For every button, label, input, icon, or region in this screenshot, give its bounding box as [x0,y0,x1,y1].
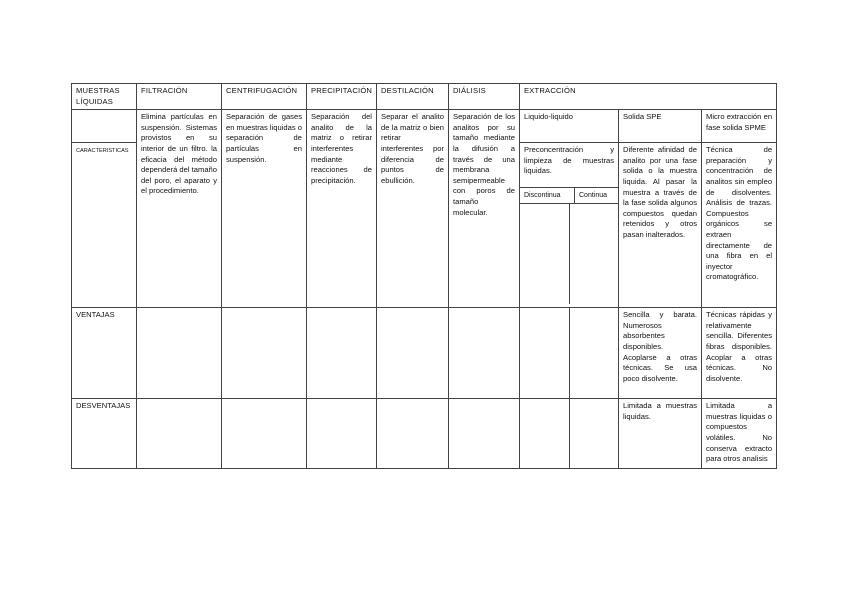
desventajas-centrifugacion [222,399,307,469]
row-label-ventajas: VENTAJAS [72,308,137,399]
liquido-description: Preconcentración y limpieza de muestras liquidas. [524,145,614,176]
header-extraccion: EXTRACCIÓN [520,84,777,110]
desventajas-liquido-discontinua [520,399,570,469]
subheader-spme: Micro extracción en fase solida SPME [702,110,777,143]
header-filtracion: FILTRACIÓN [137,84,222,110]
ventajas-liquido-continua [570,308,619,399]
header-destilacion: DESTILACIÓN [377,84,449,110]
desventajas-spe: Limitada a muestras liquidas. [619,399,702,469]
header-muestras-liquidas: MUESTRAS LÍQUIDAS [72,84,137,110]
ventajas-liquido-discontinua [520,308,570,399]
ventajas-spe: Sencilla y barata. Numerosos absorbentes disponibles. Acoplarse a otras técnicas. Se usa poco disolvente. [619,308,702,399]
row-label-caracteristicas: CARACTERISTICAS [72,143,137,308]
desventajas-filtracion [137,399,222,469]
desventajas-liquido-continua [570,399,619,469]
header-row [72,84,777,110]
caracteristicas-centrifugacion: Separación de gases en muestras liquidas o separación de partículas en suspensión. [222,110,307,308]
ventajas-destilacion [377,308,449,399]
desventajas-precipitacion [307,399,377,469]
caracteristicas-liquido-liquido [520,143,619,308]
liquido-modes [520,187,618,204]
mode-continua-body [570,204,618,304]
caracteristicas-precipitacion: Separación del analito de la matriz o retirar interferentes mediante reacciones de precipitación. [307,110,377,308]
caracteristicas-destilacion: Separar el analito de la matriz o bien retirar interferentes por diferencia de puntos de ebullición. [377,110,449,308]
desventajas-dialisis [449,399,520,469]
caracteristicas-dialisis: Separación de los analitos por su tamaño mediante la difusión a través de una membrana semipermeable con poros de tamaño molecular. [449,110,520,308]
desventajas-row [72,399,777,469]
desventajas-destilacion [377,399,449,469]
caracteristicas-filtracion: Elimina partículas en suspensión. Sistemas provistos en su interior de un filtro. la eficacia del método dependerá del tamaño del poro, el aparato y el procedimiento. [137,110,222,308]
ventajas-filtracion [137,308,222,399]
mode-discontinua-body [520,204,570,304]
desventajas-spme: Limitada a muestras liquidas o compuestos volátiles. No conserva extracto para otros analisis [702,399,777,469]
mode-discontinua: Discontinua [520,188,575,203]
ventajas-dialisis [449,308,520,399]
ventajas-centrifugacion [222,308,307,399]
subheader-row [72,110,777,143]
empty-cell [72,110,137,143]
liquido-modes-body [520,204,618,304]
ventajas-precipitacion [307,308,377,399]
caracteristicas-spe: Diferente afinidad de analito por una fase solida o la muestra liquida. Al pasar la muestra a través de la fase solida algunos compuestos quedan retenidos y otros pasan inalterados. [619,143,702,308]
caracteristicas-spme: Técnica de preparación y concentración de analitos sin empleo de disolventes. Análisis de trazas. Compuestos orgánicos se extraen directamente de una fibra en el inyector cromatográfico. [702,143,777,308]
sample-prep-table [71,83,777,469]
row-label-desventajas: DESVENTAJAS [72,399,137,469]
header-dialisis: DIÁLISIS [449,84,520,110]
header-centrifugacion: CENTRIFUGACIÓN [222,84,307,110]
ventajas-row [72,308,777,399]
mode-continua: Continua [579,192,608,200]
subheader-liquido-liquido: Liquido-liquido [520,110,619,143]
header-precipitacion: PRECIPITACIÓN [307,84,377,110]
subheader-solida-spe: Solida SPE [619,110,702,143]
ventajas-spme: Técnicas rápidas y relativamente sencilla. Diferentes fibras disponibles. Acoplar a otras técnicas. No disolvente. [702,308,777,399]
